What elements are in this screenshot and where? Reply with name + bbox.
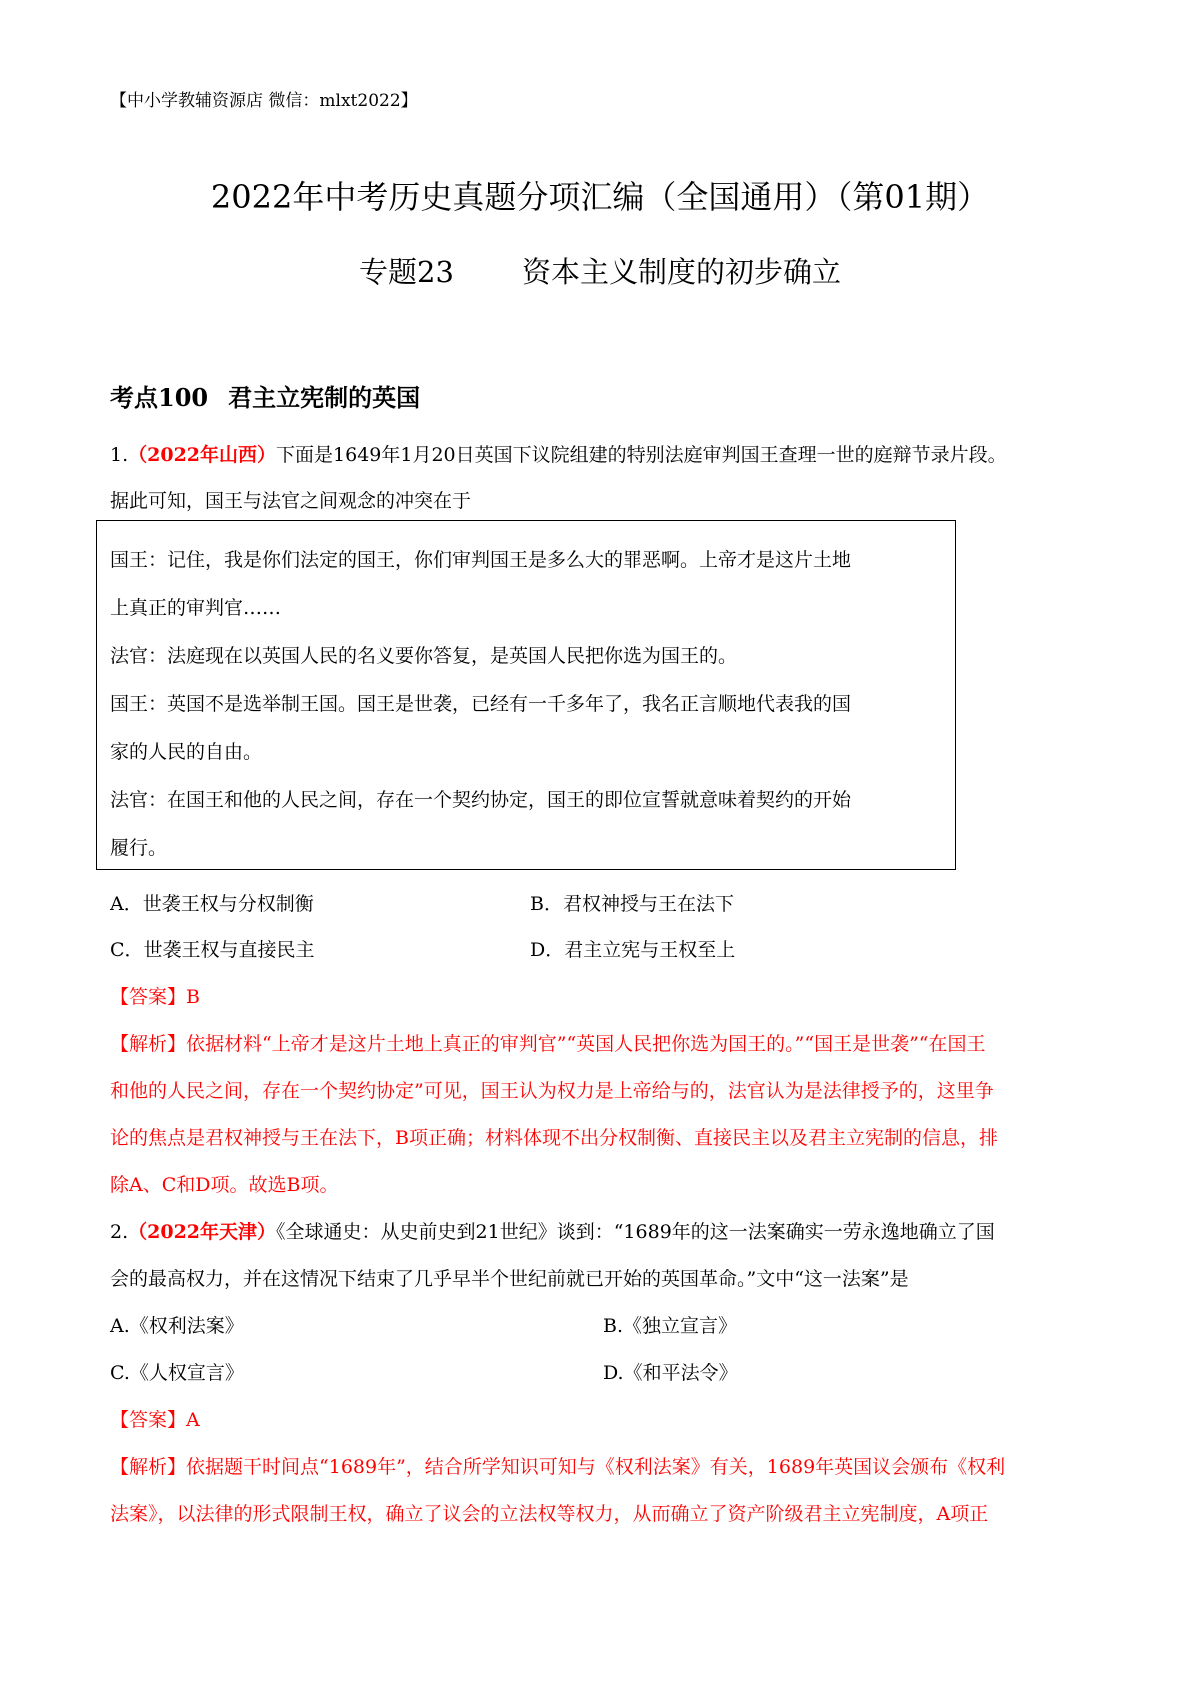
q1-option-a: A．世袭王权与分权制衡 [110,893,314,915]
q1-analysis-line: 除A、C和D项。故选B项。 [110,1174,339,1196]
q1-answer-value: B [186,986,200,1008]
q1-analysis-label: 【解析】 [110,1033,187,1055]
q1-quote-line: 国王：英国不是选举制王国。国王是世袭，已经有一千多年了，我名正言顺地代表我的国 [110,693,852,715]
q1-stem-line2: 据此可知，国王与法官之间观念的冲突在于 [110,490,472,512]
section-heading [110,378,420,413]
q1-number: 1. [110,444,129,466]
q2-number: 2. [110,1221,129,1243]
q1-analysis-text: 依据材料“上帝才是这片土地上真正的审判官”“英国人民把你选为国王的。”“国王是世袭”“在国王 [186,1033,986,1055]
q1-quote-line: 法官：在国王和他的人民之间，存在一个契约协定，国王的即位宣誓就意味着契约的开始 [110,789,852,811]
q1-source: （2022年山西） [128,444,277,466]
q2-analysis-line: 法案》，以法律的形式限制王权，确立了议会的立法权等权力，从而确立了资产阶级君主立宪制度，A项正 [110,1503,989,1525]
q1-stem-line1 [110,440,1007,467]
q2-option-c: C.《人权宣言》 [110,1362,244,1384]
q2-option-b: B.《独立宣言》 [603,1315,738,1337]
q2-answer [110,1405,200,1432]
q1-quote-line: 上真正的审判官…… [110,597,282,619]
q1-answer [110,982,200,1009]
q1-quote-line: 履行。 [110,837,168,859]
section-point: 考点100 [110,383,209,412]
watermark-text: 【中小学教辅资源店 微信：mlxt2022】 [110,91,418,111]
q1-analysis-line [110,1029,986,1056]
q2-analysis-line [110,1452,1005,1479]
q2-analysis-text: 依据题干时间点“1689年”，结合所学知识可知与《权利法案》有关，1689年英国议会颁布《权利 [186,1456,1006,1478]
q1-quote-line: 家的人民的自由。 [110,741,263,763]
q2-option-d: D.《和平法令》 [603,1362,738,1384]
q1-analysis-line: 和他的人民之间，存在一个契约协定”可见，国王认为权力是上帝给与的，法官认为是法律授予的，这里争 [110,1080,994,1102]
q1-option-c: C．世袭王权与直接民主 [110,939,315,961]
page-title: 2022年中考历史真题分项汇编（全国通用）（第01期） [210,178,990,216]
subtitle-name: 资本主义制度的初步确立 [521,255,841,289]
q2-stem-line1 [110,1217,995,1244]
page-subtitle [0,250,1200,291]
q2-answer-label: 【答案】 [110,1409,187,1431]
section-name: 君主立宪制的英国 [228,383,421,412]
q1-option-d: D．君主立宪与王权至上 [530,939,736,961]
q2-answer-value: A [186,1409,200,1431]
q2-analysis-label: 【解析】 [110,1456,187,1478]
q1-answer-label: 【答案】 [110,986,187,1008]
q1-stem-text: 下面是1649年1月20日英国下议院组建的特别法庭审判国王查理一世的庭辩节录片段。 [276,444,1007,466]
q2-source: （2022年天津） [128,1221,277,1243]
q1-option-b: B．君权神授与王在法下 [530,893,734,915]
q1-quote-line: 法官：法庭现在以英国人民的名义要你答复，是英国人民把你选为国王的。 [110,645,738,667]
q2-option-a: A.《权利法案》 [110,1315,244,1337]
subtitle-topic: 专题23 [359,255,454,289]
q1-quote-line: 国王：记住，我是你们法定的国王，你们审判国王是多么大的罪恶啊。上帝才是这片土地 [110,549,852,571]
q1-analysis-line: 论的焦点是君权神授与王在法下，B项正确；材料体现不出分权制衡、直接民主以及君主立宪制的信息，排 [110,1127,998,1149]
q2-stem-text: 《全球通史：从史前史到21世纪》谈到：“1689年的这一法案确实一劳永逸地确立了国 [276,1221,995,1243]
q2-stem-line2: 会的最高权力，并在这情况下结束了几乎早半个世纪前就已开始的英国革命。”文中“这一法案”是 [110,1268,909,1290]
